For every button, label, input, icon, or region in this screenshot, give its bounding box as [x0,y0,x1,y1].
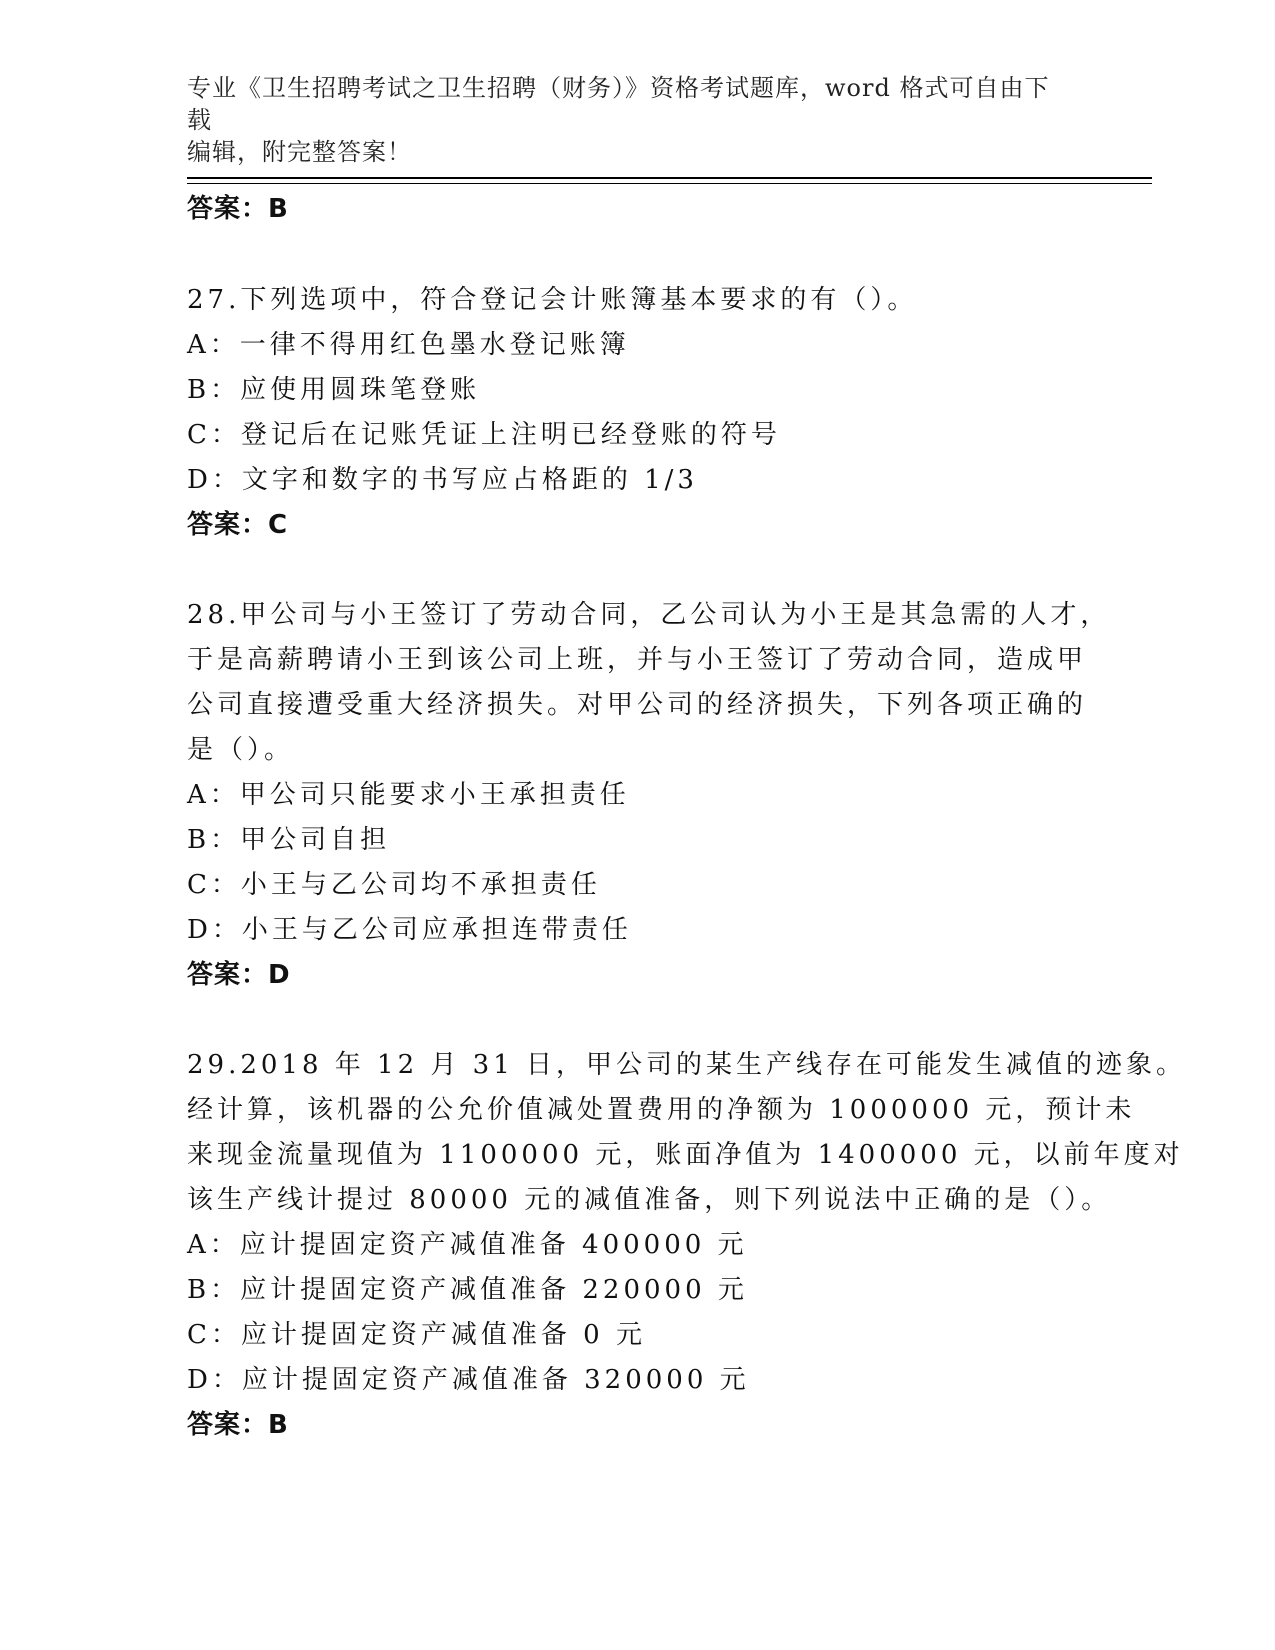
question-stem-line: 29.2018 年 12 月 31 日，甲公司的某生产线存在可能发生减值的迹象。 [187,1050,1187,1080]
option-c: C：应计提固定资产减值准备 0 元 [187,1320,646,1350]
option-a: A：一律不得用红色墨水登记账簿 [187,330,630,360]
option-d: D：小王与乙公司应承担连带责任 [187,915,632,945]
answer-29: 答案：B [187,1410,289,1440]
header-divider-thick [187,177,1152,179]
question-stem-line: 来现金流量现值为 1100000 元，账面净值为 1400000 元，以前年度对 [187,1140,1184,1170]
option-b: B：应计提固定资产减值准备 220000 元 [187,1275,748,1305]
option-b: B：应使用圆珠笔登账 [187,375,481,405]
question-stem: 27.下列选项中，符合登记会计账簿基本要求的有（）。 [187,285,918,315]
answer-27: 答案：C [187,510,289,540]
option-d: D：文字和数字的书写应占格距的 1/3 [187,465,698,495]
answer-26: 答案：B [187,194,289,224]
question-stem-line: 是（）。 [187,735,295,765]
option-a: A：应计提固定资产减值准备 400000 元 [187,1230,748,1260]
option-b: B：甲公司自担 [187,825,391,855]
answer-28: 答案：D [187,960,291,990]
option-c: C：登记后在记账凭证上注明已经登账的符号 [187,420,781,450]
question-stem-line: 该生产线计提过 80000 元的减值准备，则下列说法中正确的是（）。 [187,1185,1112,1215]
question-stem-line: 28.甲公司与小王签订了劳动合同，乙公司认为小王是其急需的人才， [187,600,1111,630]
header-divider-thin [187,183,1152,184]
option-d: D：应计提固定资产减值准备 320000 元 [187,1365,750,1395]
question-stem-line: 公司直接遭受重大经济损失。对甲公司的经济损失，下列各项正确的 [187,690,1088,720]
option-c: C：小王与乙公司均不承担责任 [187,870,601,900]
header-line-1: 专业《卫生招聘考试之卫生招聘（财务）》资格考试题库，word 格式可自由下载 [187,74,1050,134]
header-line-2: 编辑，附完整答案！ [187,138,412,166]
question-stem-line: 于是高薪聘请小王到该公司上班，并与小王签订了劳动合同，造成甲 [187,645,1088,675]
option-a: A：甲公司只能要求小王承担责任 [187,780,630,810]
question-stem-line: 经计算，该机器的公允价值减处置费用的净额为 1000000 元，预计未 [187,1095,1136,1125]
document-header [187,72,1067,168]
